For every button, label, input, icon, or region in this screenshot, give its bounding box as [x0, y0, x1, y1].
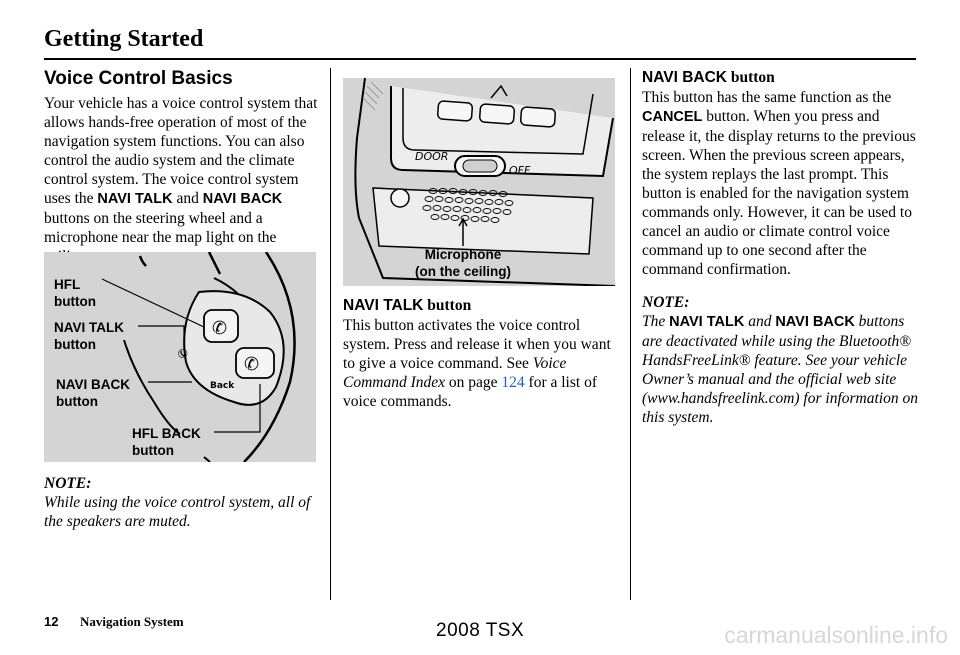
note-label: NOTE: — [44, 475, 92, 492]
navi-back-button-label: NAVI BACK button — [56, 377, 130, 409]
intro-paragraph: Your vehicle has a voice control system that allows hands-free operation of most of the navigation system functions. You can also control the audio system and the climate control system. The voice control system uses the NAVI TALK and NAVI BACK buttons on the steering wheel and a microphone near the map light on the — [44, 95, 318, 246]
column-divider — [330, 68, 331, 600]
watermark: carmanualsonline.info — [724, 622, 948, 648]
model-label: 2008 TSX — [436, 620, 525, 641]
microphone-label: Microphone (on the ceiling) — [415, 247, 511, 279]
navi-back-heading: NAVI BACK button — [642, 69, 775, 86]
section-heading: Voice Control Basics — [44, 68, 233, 89]
svg-text:✆: ✆ — [174, 345, 192, 362]
navi-talk-paragraph: This button activates the voice control system. Press and release it when you want to give a voice command. See Voice Command Index on page 124 for a list of voice commands. — [343, 317, 611, 410]
svg-text:DOOR: DOOR — [415, 150, 449, 163]
steering-wheel-figure — [44, 252, 316, 462]
header-rule — [44, 58, 916, 60]
navi-talk-heading: NAVI TALK button — [343, 297, 472, 314]
hfl-back-button-label: HFL BACK button — [132, 426, 201, 458]
navi-back-paragraph: This button has the same function as the CANCEL button. When you press and release it, the display returns to the previous screen. When the previous screen appears, the system replays the last prompt. This button is enabled for the navigation system commands only. However, it can be used to cancel an audio or climate control voice command up to one second after the command confirmation. — [642, 89, 916, 278]
note-text: While using the voice control system, all of the speakers are muted. — [44, 494, 311, 530]
svg-text:✆: ✆ — [212, 318, 228, 339]
column-left — [44, 68, 320, 266]
page-link[interactable]: 124 — [501, 374, 525, 391]
svg-text:✆: ✆ — [244, 354, 260, 375]
page-title: Getting Started — [44, 26, 204, 52]
column-divider — [630, 68, 631, 600]
column-right — [642, 68, 918, 427]
footer-title: Navigation System — [80, 614, 184, 629]
ceiling-microphone-figure — [343, 78, 615, 286]
note-label: NOTE: — [642, 294, 690, 311]
navi-talk-button-label: NAVI TALK button — [54, 320, 124, 352]
note-left — [44, 474, 320, 531]
hfl-button-label: HFL button — [54, 277, 96, 309]
note-text: The NAVI TALK and NAVI BACK buttons are deactivated while using the Bluetooth® HandsFreeLink® feature. See your vehicle Owner’s manual and the official web site (www.handsfreelink.com) for information on this system. — [642, 313, 918, 426]
column-middle — [343, 296, 619, 411]
note-right — [642, 293, 918, 427]
svg-text:OFF: OFF — [509, 164, 531, 177]
svg-text:Back: Back — [210, 381, 235, 391]
page-number: 12 — [44, 614, 59, 629]
